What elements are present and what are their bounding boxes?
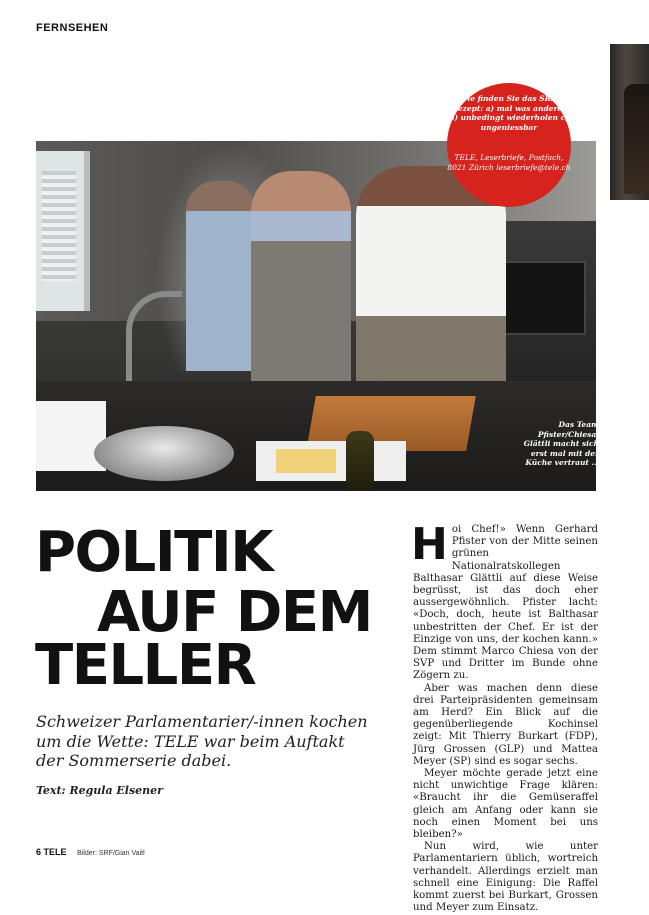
teaser-image-edge [610,44,649,200]
paragraph-1: oi Chef!» Wenn Gerhard Pfister von der Mitte seinen grünen Nationalratskollegen Balthasar Glättli auf diese Weise begrüsst, ist das doch eher aussergewöhnlich. Pfister lacht: «Doch, doch, heute ist Balthasar unbestritten der Chef. Er ist der Einzige von uns, der kochen kann.» Dem stimmt Marco Chiesa von der SVP und Dritter im Bunde ohne Zögern zu. [413,524,598,682]
lead-text: Schweizer Parlamentarier/-innen kochen um die Wette: TELE war beim Auftakt der Sommerserie dabei. [36,712,368,770]
page-number: 6 [36,847,42,857]
author-byline: Text: Regula Elsener [36,784,163,797]
photo-caption: Das Team Pfister/Chiesa/ Glättli macht sich erst mal mit der Küche vertraut … [523,420,599,467]
headline-line-1: POLITIK [35,520,273,585]
magazine-name: TELE [43,847,67,857]
photo-credit: Bilder: SRF/Gian Vaitl [77,850,145,857]
headline-line-2: AUF DEM [97,580,372,645]
poll-address: TELE, Leserbriefe, Postfach, 8021 Zürich leserbriefe@tele.ch [447,153,571,172]
paragraph-2: Aber was machen denn diese drei Parteipräsidenten gemeinsam am Herd? Ein Blick auf die gegenüberliegende Kochinsel zeigt: Mit Thierry Burkart (FDP), Jürg Grossen (GLP) und Mattea Meyer (SP) sind es sogar sechs. [413,682,598,767]
paragraph-3: Meyer möchte gerade jetzt eine nicht unwichtige Frage klären: «Braucht ihr die Gemüseraffel gleich am Anfang oder kann sie noch einen Moment bei uns bleiben?» [413,768,598,841]
drop-cap: H [411,519,448,570]
poll-question: Wie finden Sie das SRF-Rezept: a) mal was anderes b) unbedingt wiederholen c) ungeniessbar [449,94,569,132]
page-footer [36,847,145,857]
article-body [411,519,598,915]
paragraph-4: Nun wird, wie unter Parlamentariern üblich, wortreich verhandelt. Allerdings erzielt man schnell eine Einigung: Die Raffel kommt zuerst bei Burkart, Grossen und Meyer zum Einsatz. [413,841,598,914]
section-label: FERNSEHEN [36,22,109,34]
headline-line-3: TELLER [35,633,256,698]
